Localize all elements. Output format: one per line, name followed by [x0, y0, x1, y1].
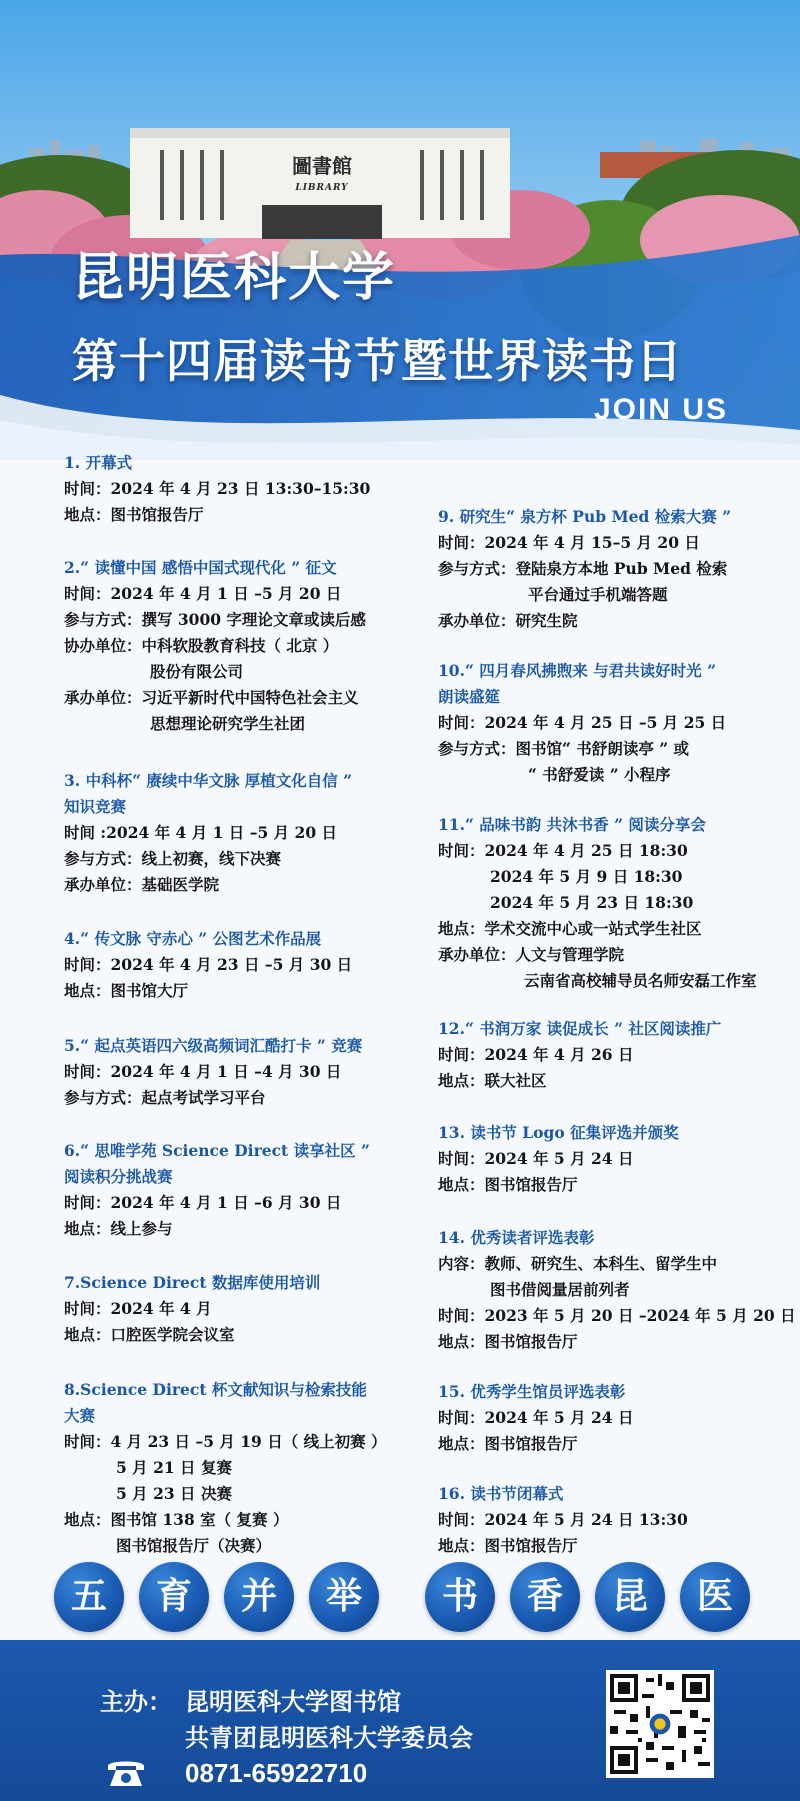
event-detail: 时间：2024 年 4 月 25 日 18:30 — [438, 841, 688, 860]
event-3 — [64, 768, 424, 898]
event-15 — [438, 1379, 778, 1457]
event-detail: 协办单位：中科软股教育科技（ 北京 ） — [64, 636, 339, 655]
event-8 — [64, 1377, 424, 1559]
festival-title: 第十四届读书节暨世界读书日 — [72, 334, 683, 388]
slogan-char: 五 — [54, 1562, 124, 1632]
slogan-char: 举 — [309, 1562, 379, 1632]
event-detail: 时间：2024 年 4 月 23 日 –5 月 30 日 — [64, 955, 353, 974]
event-detail: 参与方式：登陆泉方本地 Pub Med 检索 — [438, 559, 728, 578]
event-title: 3. 中科杯“ 赓续中华文脉 厚植文化自信 ” — [64, 771, 353, 790]
event-detail: 时间：2024 年 4 月 15–5 月 20 日 — [438, 533, 700, 552]
host-label: 主办： — [100, 1688, 172, 1716]
event-title: 4.“ 传文脉 守赤心 ” 公图艺术作品展 — [64, 929, 322, 948]
event-14 — [438, 1225, 796, 1355]
library-sign-en: LIBRARY — [295, 183, 349, 193]
event-detail: 参与方式：撰写 3000 字理论文章或读后感 — [64, 610, 366, 629]
footer — [0, 1640, 800, 1801]
event-detail: 时间：2024 年 4 月 — [64, 1299, 212, 1318]
event-detail: 图书借阅量居前列者 — [490, 1280, 630, 1299]
event-detail: 地点：图书馆报告厅 — [438, 1434, 578, 1453]
event-detail: 股份有限公司 — [150, 662, 244, 681]
event-detail: 图书馆报告厅（决赛） — [116, 1536, 272, 1555]
event-detail: 承办单位：人文与管理学院 — [438, 945, 625, 964]
event-title: 阅读积分挑战赛 — [64, 1167, 173, 1186]
event-detail: 2024 年 5 月 9 日 18:30 — [490, 867, 683, 886]
event-detail: 参与方式：起点考试学习平台 — [64, 1088, 266, 1107]
event-detail: 时间：2024 年 4 月 1 日 –4 月 30 日 — [64, 1062, 342, 1081]
event-detail: 时间：2024 年 4 月 23 日 13:30–15:30 — [64, 479, 371, 498]
event-detail: 2024 年 5 月 23 日 18:30 — [490, 893, 694, 912]
library-sign-cn: 圖書館 — [292, 154, 352, 178]
host-organizer-2: 共青团昆明医科大学委员会 — [185, 1724, 473, 1752]
event-1 — [64, 450, 424, 528]
event-title: 1. 开幕式 — [64, 453, 133, 472]
slogan-char: 医 — [680, 1562, 750, 1632]
event-2 — [64, 555, 424, 737]
event-detail: 内容：教师、研究生、本科生、留学生中 — [438, 1254, 718, 1273]
qr-code-image — [610, 1674, 710, 1774]
event-13 — [438, 1120, 778, 1198]
university-title: 昆明医科大学 — [72, 248, 397, 308]
event-detail: 地点：联大社区 — [438, 1071, 547, 1090]
event-title: 知识竞赛 — [64, 797, 127, 816]
slogan-char: 育 — [139, 1562, 209, 1632]
event-detail: 参与方式：线上初赛，线下决赛 — [64, 849, 282, 868]
event-detail: 时间：2024 年 4 月 26 日 — [438, 1045, 634, 1064]
event-11 — [438, 812, 778, 994]
event-title: 7.Science Direct 数据库使用培训 — [64, 1273, 321, 1292]
event-detail: 时间：2024 年 5 月 24 日 — [438, 1149, 634, 1168]
host-organizer-1: 昆明医科大学图书馆 — [185, 1688, 401, 1716]
event-detail: 地点：图书馆 138 室（ 复赛 ） — [64, 1510, 289, 1529]
event-detail: “ 书舒爱读 ” 小程序 — [528, 765, 671, 784]
event-detail: 地点：图书馆报告厅 — [64, 505, 204, 524]
event-detail: 地点：图书馆大厅 — [64, 981, 189, 1000]
event-title: 大赛 — [64, 1406, 96, 1425]
event-title: 11.“ 品味书韵 共沐书香 ” 阅读分享会 — [438, 815, 706, 834]
event-detail: 参与方式：图书馆“ 书舒朗读亭 ” 或 — [438, 739, 690, 758]
event-9 — [438, 504, 778, 634]
event-title: 朗读盛筵 — [438, 687, 501, 706]
slogan-char: 书 — [425, 1562, 495, 1632]
event-detail: 时间：2023 年 5 月 20 日 –2024 年 5 月 20 日 — [438, 1306, 796, 1325]
event-detail: 时间：2024 年 4 月 1 日 –6 月 30 日 — [64, 1193, 342, 1212]
event-detail: 承办单位：基础医学院 — [64, 875, 220, 894]
event-detail: 时间：2024 年 4 月 1 日 –5 月 20 日 — [64, 584, 342, 603]
event-title: 9. 研究生“ 泉方杯 Pub Med 检索大赛 ” — [438, 507, 732, 526]
hero-banner — [0, 0, 800, 460]
phone-icon — [104, 1756, 148, 1790]
event-detail: 地点：学术交流中心或一站式学生社区 — [438, 919, 702, 938]
event-detail: 地点：图书馆报告厅 — [438, 1175, 578, 1194]
event-detail: 5 月 23 日 决赛 — [116, 1484, 232, 1503]
event-title: 6.“ 思唯学苑 Science Direct 读享社区 ” — [64, 1141, 370, 1160]
event-title: 8.Science Direct 杯文献知识与检索技能 — [64, 1380, 367, 1399]
event-7 — [64, 1270, 424, 1348]
event-title: 5.“ 起点英语四六级高频词汇酷打卡 ” 竞赛 — [64, 1036, 363, 1055]
event-12 — [438, 1016, 778, 1094]
event-detail: 地点：线上参与 — [64, 1219, 173, 1238]
event-detail: 时间：2024 年 5 月 24 日 — [438, 1408, 634, 1427]
event-title: 10.“ 四月春风拂煦来 与君共读好时光 ” — [438, 661, 716, 680]
slogan-char: 并 — [224, 1562, 294, 1632]
event-10 — [438, 658, 778, 788]
qr-code[interactable] — [606, 1670, 714, 1778]
phone-number[interactable]: 0871-65922710 — [185, 1758, 368, 1788]
library-sign — [282, 155, 362, 199]
event-detail: 时间 :2024 年 4 月 1 日 –5 月 20 日 — [64, 823, 337, 842]
event-detail: 承办单位：习近平新时代中国特色社会主义 — [64, 688, 359, 707]
event-title: 13. 读书节 Logo 征集评选并颁奖 — [438, 1123, 679, 1142]
event-title: 14. 优秀读者评选表彰 — [438, 1228, 595, 1247]
join-us-label: JOIN US — [593, 393, 728, 426]
event-detail: 平台通过手机端答题 — [528, 585, 668, 604]
event-detail: 时间：4 月 23 日 –5 月 19 日（ 线上初赛 ） — [64, 1432, 387, 1451]
slogan-char: 香 — [510, 1562, 580, 1632]
event-detail: 地点：图书馆报告厅 — [438, 1536, 578, 1555]
event-detail: 时间：2024 年 4 月 25 日 –5 月 25 日 — [438, 713, 727, 732]
event-detail: 地点：图书馆报告厅 — [438, 1332, 578, 1351]
event-title: 12.“ 书润万家 读促成长 ” 社区阅读推广 — [438, 1019, 722, 1038]
event-detail: 思想理论研究学生社团 — [150, 714, 306, 733]
slogan-circles — [0, 1562, 800, 1634]
event-4 — [64, 926, 424, 1004]
event-5 — [64, 1033, 424, 1111]
event-6 — [64, 1138, 424, 1242]
event-title: 2.“ 读懂中国 感悟中国式现代化 ” 征文 — [64, 558, 337, 577]
event-detail: 地点：口腔医学院会议室 — [64, 1325, 235, 1344]
event-title: 15. 优秀学生馆员评选表彰 — [438, 1382, 626, 1401]
event-detail: 云南省高校辅导员名师安磊工作室 — [524, 971, 757, 990]
hero-photo — [0, 0, 800, 460]
event-detail: 5 月 21 日 复赛 — [116, 1458, 232, 1477]
event-title: 16. 读书节闭幕式 — [438, 1484, 564, 1503]
event-detail: 承办单位：研究生院 — [438, 611, 578, 630]
slogan-char: 昆 — [595, 1562, 665, 1632]
event-16 — [438, 1481, 778, 1559]
event-detail: 时间：2024 年 5 月 24 日 13:30 — [438, 1510, 688, 1529]
